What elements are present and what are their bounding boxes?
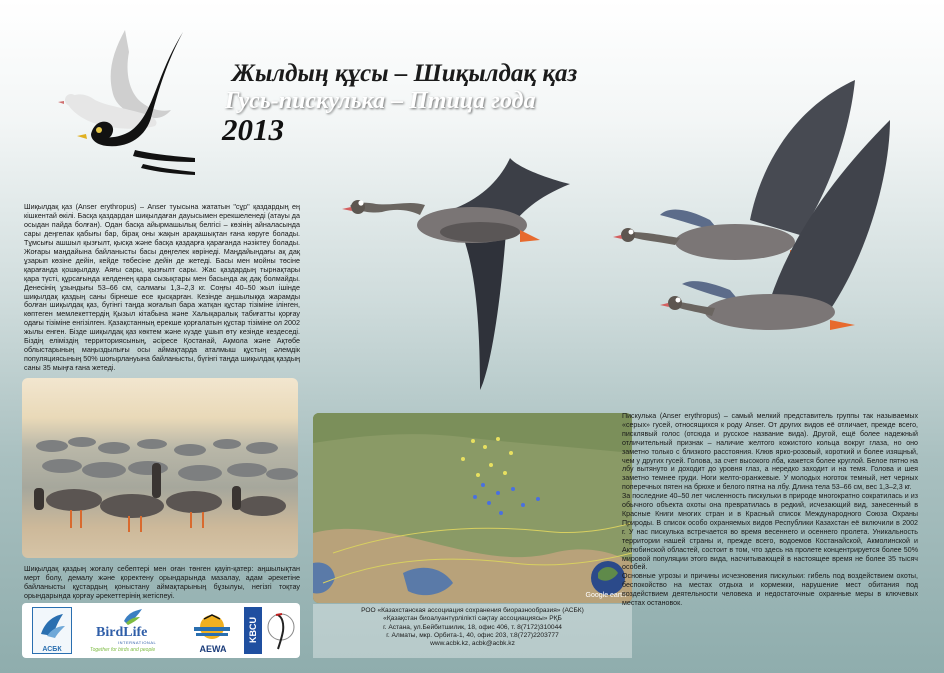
birdlife-sub: INTERNATIONAL bbox=[118, 640, 157, 645]
title-russian: Гусь-пискулька – Птица года bbox=[225, 88, 536, 114]
migration-map bbox=[313, 413, 632, 603]
description-russian-p3: Основные угрозы и причины исчезновения пискульки: гибель под воздействием охоты, беспокойство на местах отдыха и кормежки, нарушение мест обитания под воздействием деятельности человека и недостаточные охранные меры в ключевых местах остановок. bbox=[622, 572, 918, 608]
address-line: «Қазақстан биоалуантүрлілікті сақтау ассоциациясы» РҚБ bbox=[383, 615, 562, 623]
address-line: г. Астана, ул.Бейбитшилик, 18, офис 406, т. 8(7172)310044 bbox=[383, 623, 562, 631]
partner-logos bbox=[22, 603, 300, 658]
aewa-logo-text: AEWA bbox=[199, 644, 227, 654]
address-line: г. Алматы, мкр. Орбита-1, 40, офис 203, т.8(727)2203777 bbox=[386, 631, 559, 639]
map-watermark: Google earth bbox=[585, 592, 626, 599]
description-russian-p2: За последние 40–50 лет численность пискульки в природе многократно сократилась и из обычного объекта охоты она превратилась в редкий, исчезающий вид, занесенный в Красные Книги многих стран и в Красный список Международного Союза Охраны Природы. В список особо охраняемых видов Республики Казахстан её включили в 2002 г. У нас пискулька встречается во время весеннего и осеннего пролета. Уникальность территории нашей страны и, прежде всего, водоемов Костанайской, Акмолинской и Актюбинской областей, состоит в том, что здесь на пролете концентрируется более 50% мировой популяции этого вида, насчитывающей в настоящее время не более 35 тысяч особей. bbox=[622, 492, 918, 572]
flock-photo bbox=[22, 378, 298, 558]
website-link[interactable]: www.acbk.kz, acbk@acbk.kz bbox=[430, 640, 515, 648]
title-year: 2013 bbox=[222, 112, 284, 147]
kbcu-logo-text: KBCU bbox=[248, 617, 258, 644]
aewa-sun-icon bbox=[190, 607, 234, 639]
birdlife-bird-icon bbox=[122, 607, 144, 627]
acbk-logo bbox=[32, 607, 72, 654]
title-kazakh: Жылдың құсы – Шиқылдақ қаз bbox=[232, 60, 578, 87]
acbk-logo-text: АСБК bbox=[42, 646, 62, 653]
description-russian bbox=[622, 412, 918, 608]
flying-geese-illustration bbox=[330, 70, 930, 400]
address-line: РОО «Казахстанская ассоциация сохранения биоразнообразия» (АСБК) bbox=[361, 607, 584, 614]
crane-icon bbox=[266, 607, 296, 654]
birdlife-title: BirdLife bbox=[96, 625, 148, 640]
address-block bbox=[313, 604, 632, 658]
goose-left-icon bbox=[342, 158, 570, 390]
birdlife-tagline: Together for birds and people bbox=[90, 647, 156, 653]
crane-logo bbox=[266, 607, 296, 654]
flock-photo-image bbox=[22, 378, 298, 558]
description-kazakh: Шиқылдақ қаз (Anser erythropus) – Anser туысына жататын "сұр" қаздардың ең кішкентай өкілі. Басқа қаздардан шиқылдаған дауысымен ерекшеленеді (атауы да осыдан пайда болған). Одан басқа айырмашылық белгісі – көзінің айналасында сары деңгелак қабығы бар, бірақ оны жақын арақашықтан ғана көруге болады. Тұмсығы ашшыл қызғылт, қысқа және басқа қаздарға қарағанда нәзіктеу болады. Жоғары маңдайына байланысты басы дөңгелек көрінеді. Маңдайындағы ақ дақ ұзарып көзіне дейін, кейде төбесіне дейін де жетеді. Басы мен мойны төсіне қарағанда қошқылдау. Аяғы сары, қызғылт сары. Жас қаздардың тырнақтары қара түсті, құрсағында келденең қара сызықтары мен басында ақ дақ болмайды. Денесінің ұзындығы 53–66 см, салмағы 1,3–2,3 кг. Соңғы 40–50 жыл ішінде шиқылдақ қаздың саны бірнеше есе қысқарған. Кезінде аңшылыққа жарамды болған шиқылдақ қаз, бүгінгі таңда жоғалып бара жатқан құстар тізіміне ілінген, көптеген мемлекеттердің Қызыл кітабына және Халықаралық табиғатты қорғау одағы тізіміне енгізілген. Қазақстанның ерекше қорғалатын құстар тізіміне ол 2002 жылы енген. Бізде шиқылдақ қаз көктем және күзде ұшып өту кезінде кездеседі. Біздің еліміздің территориясының, әсіресе Қостанай, Ақмола және Ақтөбе облыстарының маңыздылығы осы аймақтарда аталмыш құстың әлемдік популяциясының 50% шоғырлануына байланысты, бүгінгі таңда шиқылдақ қаздың саны 35 мыңға ғана жетеді. bbox=[24, 202, 300, 373]
description-russian-p1: Пискулька (Anser erythropus) – самый мелкий представитель группы так называемых «серых» гусей, относящихся к роду Anser. От других видов её отличает, прежде всего, писклявый голос (отсюда и русское название вида). Другой, ещё более надежный отличительный признак – наличие желтого кожистого кольца вокруг глаза, но оно заметно только с близкого расстояния. Клюв ярко-розовый, короткий и более изящный, чем у других гусей. Голова, за счет высокого лба, кажется более круглой. Белое пятно на лбу вытянуто и доходит до уровня глаз, а нередко заходит и на темя. Голова и шея заметно темнее груди. Ноги желто-оранжевые. У молодых ноготок темный, нет черных поперечных пятен на брюхе и белого пятна на лбу. Длина тела 53–66 см, вес 1,3–2,3 кг. bbox=[622, 412, 918, 492]
aewa-logo bbox=[190, 607, 236, 654]
acbk-bird-icon bbox=[33, 608, 71, 640]
kbcu-logo bbox=[244, 607, 262, 654]
map-image bbox=[313, 413, 632, 603]
threats-kazakh: Шиқылдақ қаздың жоғалу себептері мен оған төнген қауіп-қатер: аңшылықтан мерт болу, демалу және қоректену орындарында мазалау, адам әрекетіне байланысты құстардың қоныстану аймақтарының бұзылуы, негізгі тоқтау орындарында қорғау әрекеттерінің жетіспеуі. bbox=[24, 564, 300, 600]
birdlife-logo bbox=[90, 607, 180, 654]
goose-emblem-icon bbox=[55, 22, 215, 187]
